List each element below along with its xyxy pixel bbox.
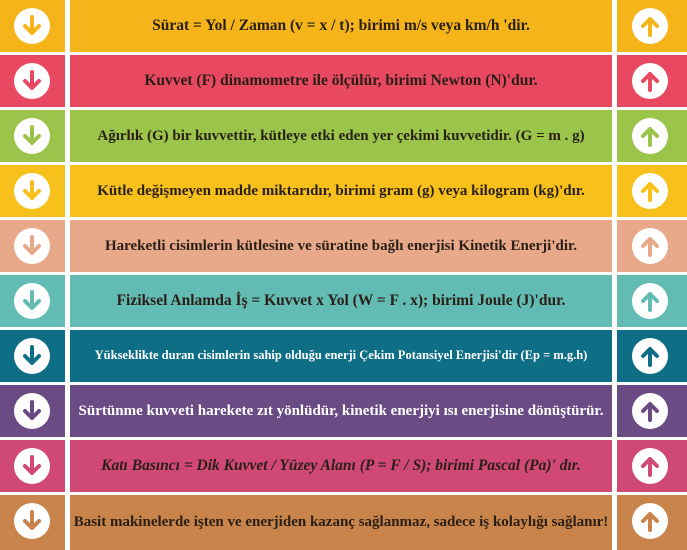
list-item	[0, 110, 687, 162]
list-item	[0, 55, 687, 107]
left-tile	[0, 275, 65, 327]
arrow-down-icon[interactable]	[14, 338, 50, 374]
arrow-up-icon[interactable]	[632, 503, 668, 539]
left-tile	[0, 495, 65, 550]
left-tile	[0, 330, 65, 382]
list-item	[0, 495, 687, 550]
fact-text-cell	[70, 55, 612, 107]
fact-text: Basit makinelerde işten ve enerjiden kazanç sağlanmaz, sadece iş kolaylığı sağlanır!	[73, 514, 609, 531]
list-item	[0, 165, 687, 217]
arrow-down-icon[interactable]	[14, 503, 50, 539]
fact-text: Sürat = Yol / Zaman (v = x / t); birimi m/s veya km/h 'dir.	[152, 17, 530, 35]
arrow-down-icon[interactable]	[14, 393, 50, 429]
left-tile	[0, 0, 65, 52]
fact-text-cell	[70, 0, 612, 52]
right-tile	[617, 440, 687, 492]
fact-text: Kuvvet (F) dinamometre ile ölçülür, birimi Newton (N)'dur.	[144, 72, 538, 90]
fact-text: Kütle değişmeyen madde miktarıdır, birimi gram (g) veya kilogram (kg)'dır.	[97, 182, 585, 199]
right-tile	[617, 220, 687, 272]
fact-text: Ağırlık (G) bir kuvvettir, kütleye etki eden yer çekimi kuvvetidir. (G = m . g)	[97, 127, 585, 144]
right-tile	[617, 385, 687, 437]
fact-text-cell	[70, 165, 612, 217]
list-item	[0, 330, 687, 382]
arrow-down-icon[interactable]	[14, 63, 50, 99]
fact-text-cell	[70, 440, 612, 492]
left-tile	[0, 220, 65, 272]
fact-text: Fiziksel Anlamda İş = Kuvvet x Yol (W = F . x); birimi Joule (J)'dur.	[116, 292, 566, 310]
right-tile	[617, 55, 687, 107]
fact-text-cell	[70, 275, 612, 327]
list-item	[0, 440, 687, 492]
list-item	[0, 0, 687, 52]
arrow-down-icon[interactable]	[14, 283, 50, 319]
fact-text: Sürtünme kuvveti harekete zıt yönlüdür, kinetik enerjiyi ısı enerjisine dönüştürür.	[78, 402, 604, 419]
right-tile	[617, 0, 687, 52]
arrow-up-icon[interactable]	[632, 228, 668, 264]
list-item	[0, 275, 687, 327]
fact-text: Katı Basıncı = Dik Kuvvet / Yüzey Alanı (P = F / S); birimi Pascal (Pa)' dır.	[101, 457, 581, 475]
left-tile	[0, 385, 65, 437]
list-item	[0, 220, 687, 272]
right-tile	[617, 110, 687, 162]
arrow-up-icon[interactable]	[632, 448, 668, 484]
fact-text-cell	[70, 220, 612, 272]
arrow-up-icon[interactable]	[632, 338, 668, 374]
fact-text: Hareketli cisimlerin kütlesine ve süratine bağlı enerjisi Kinetik Enerji'dir.	[104, 237, 578, 254]
left-tile	[0, 440, 65, 492]
fact-text-cell	[70, 495, 612, 550]
right-tile	[617, 165, 687, 217]
fact-text-cell	[70, 385, 612, 437]
arrow-up-icon[interactable]	[632, 283, 668, 319]
left-tile	[0, 55, 65, 107]
arrow-up-icon[interactable]	[632, 63, 668, 99]
arrow-up-icon[interactable]	[632, 393, 668, 429]
left-tile	[0, 110, 65, 162]
arrow-down-icon[interactable]	[14, 228, 50, 264]
arrow-down-icon[interactable]	[14, 173, 50, 209]
arrow-down-icon[interactable]	[14, 8, 50, 44]
arrow-up-icon[interactable]	[632, 8, 668, 44]
left-tile	[0, 165, 65, 217]
fact-text-cell	[70, 110, 612, 162]
arrow-down-icon[interactable]	[14, 448, 50, 484]
right-tile	[617, 330, 687, 382]
fact-text: Yükseklikte duran cisimlerin sahip olduğu enerji Çekim Potansiyel Enerjisi'dir (Ep = m.g.h)	[94, 348, 588, 363]
arrow-up-icon[interactable]	[632, 118, 668, 154]
arrow-down-icon[interactable]	[14, 118, 50, 154]
right-tile	[617, 495, 687, 550]
arrow-up-icon[interactable]	[632, 173, 668, 209]
list-item	[0, 385, 687, 437]
fact-text-cell	[70, 330, 612, 382]
right-tile	[617, 275, 687, 327]
